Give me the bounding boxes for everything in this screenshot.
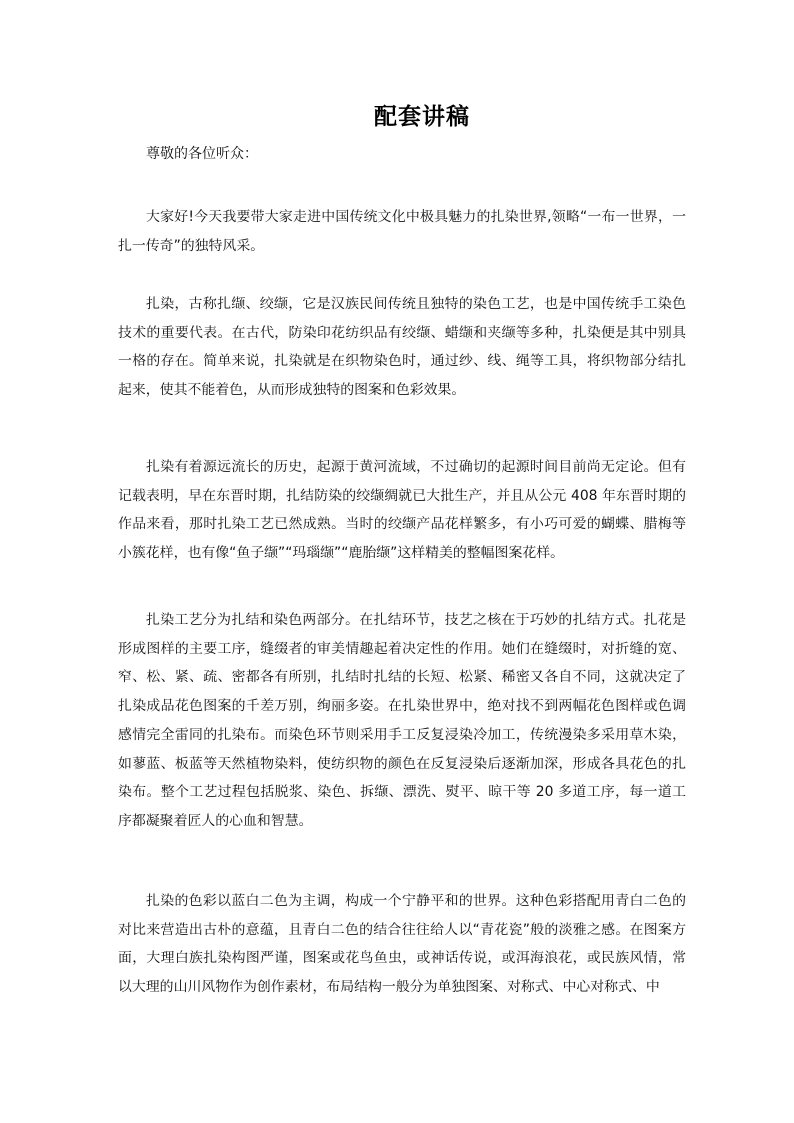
paragraph-definition: 扎染，古称扎缬、绞缬，它是汉族民间传统且独特的染色工艺，也是中国传统手工染色技术的重要代表。在古代，防染印花纺织品有绞缬、蜡缬和夹缬等多种，扎染便是其中别具一格的存在。简单来说，扎染就是在织物染色时，通过纱、线、绳等工具，将织物部分结扎起来，使其不能着色，从而形成独特的图案和色彩效果。 <box>118 296 686 399</box>
page-title: 配套讲稿 <box>374 103 470 130</box>
paragraph-color: 扎染的色彩以蓝白二色为主调，构成一个宁静平和的世界。这种色彩搭配用青白二色的对比来营造出古朴的意蕴，且青白二色的结合往往给人以“青花瓷”般的淡雅之感。在图案方面，大理白族扎染构图严谨，图案或花鸟鱼虫，或神话传说，或洱海浪花，或民族风情，常以大理的山川风物作为创作素材，布局结构一般分为单独图案、对称式、中心对称式、中 <box>118 893 686 996</box>
greeting-line: 尊敬的各位听众： <box>146 146 258 162</box>
paragraph-craft: 扎染工艺分为扎结和染色两部分。在扎结环节，技艺之核在于巧妙的扎结方式。扎花是形成图样的主要工序，缝缀者的审美情趣起着决定性的作用。她们在缝缀时，对折缝的宽、窄、松、紧、疏、密都各有所别，扎结时扎结的长短、松紧、稀密又各自不同，这就决定了扎染成品花色图案的千差万别，绚丽多姿。在扎染世界中，绝对找不到两幅花色图样或色调感情完全雷同的扎染布。而染色环节则采用手工反复浸染冷加工，传统漫染多采用草木染，如蓼蓝、板蓝等天然植物染料，使纺织物的颜色在反复浸染后逐渐加深，形成各具花色的扎染布。整个工艺过程包括脱浆、染色、拆缬、漂洗、熨平、晾干等 20 多道工序，每一道工序都凝聚着匠人的心血和智慧。 <box>118 612 686 829</box>
paragraph-intro: 大家好!今天我要带大家走进中国传统文化中极具魅力的扎染世界,领略“一布一世界，一扎一传奇”的独特风采。 <box>118 209 686 254</box>
paragraph-history: 扎染有着源远流长的历史，起源于黄河流域，不过确切的起源时间目前尚无定论。但有记载表明，早在东晋时期，扎结防染的绞缬绸就已大批生产，并且从公元 408 年东晋时期的作品来看，那时扎染工艺已然成熟。当时的绞缬产品花样繁多，有小巧可爱的蝴蝶、腊梅等小簇花样，也有像“鱼子缬”“玛瑙缬”“鹿胎缬”这样精美的整幅图案花样。 <box>118 459 686 562</box>
